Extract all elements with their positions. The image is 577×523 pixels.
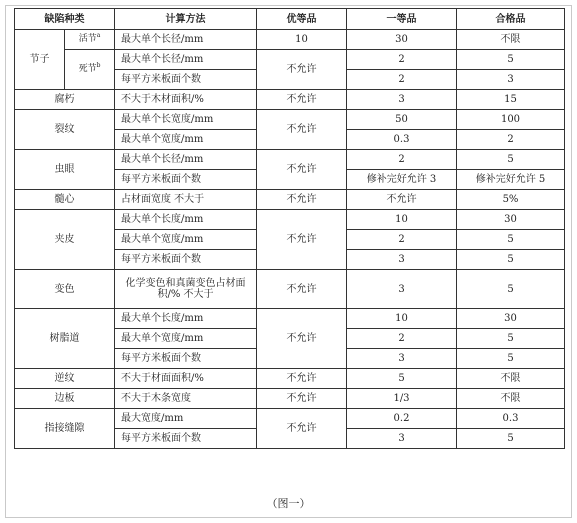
category-discolor: 变色 [15, 270, 115, 309]
first-cell: 1/3 [347, 389, 457, 409]
table-row [15, 389, 565, 409]
subcategory-live-knot: 活节$^a$ [65, 30, 115, 50]
qualified-cell: 5 [457, 50, 565, 70]
qualified-cell: 3 [457, 70, 565, 90]
qualified-cell: 100 [457, 110, 565, 130]
qualified-cell: 不限 [457, 369, 565, 389]
header-method: 计算方法 [115, 9, 257, 30]
first-cell: 2 [347, 329, 457, 349]
header-row [15, 9, 565, 30]
header-excellent: 优等品 [257, 9, 347, 30]
method-cell: 不大于木材面积/% [115, 90, 257, 110]
method-cell: 不大于材面面积/% [115, 369, 257, 389]
table-row [15, 369, 565, 389]
method-cell: 每平方米板面个数 [115, 170, 257, 190]
excellent-cell: 不允许 [257, 50, 347, 90]
excellent-cell: 不允许 [257, 369, 347, 389]
table-row [15, 190, 565, 210]
qualified-cell: 2 [457, 130, 565, 150]
method-cell: 最大单个长径/mm [115, 30, 257, 50]
qualified-cell: 5 [457, 230, 565, 250]
method-cell: 化学变色和真菌变色占材面积/% 不大于 [115, 270, 257, 309]
category-crack: 裂纹 [15, 110, 115, 150]
qualified-cell: 5 [457, 349, 565, 369]
qualified-cell: 5 [457, 150, 565, 170]
excellent-cell: 不允许 [257, 210, 347, 270]
first-cell: 3 [347, 429, 457, 449]
qualified-cell: 30 [457, 210, 565, 230]
qualified-cell: 15 [457, 90, 565, 110]
first-cell: 3 [347, 250, 457, 270]
category-edge-board: 边板 [15, 389, 115, 409]
method-cell: 最大单个长径/mm [115, 150, 257, 170]
method-cell: 最大单个宽度/mm [115, 130, 257, 150]
table-row [15, 210, 565, 230]
method-cell: 每平方米板面个数 [115, 70, 257, 90]
first-cell: 5 [347, 369, 457, 389]
method-cell: 最大宽度/mm [115, 409, 257, 429]
table-row [15, 50, 565, 70]
table-row [15, 90, 565, 110]
excellent-cell: 不允许 [257, 110, 347, 150]
method-cell: 不大于木条宽度 [115, 389, 257, 409]
method-cell: 最大单个宽度/mm [115, 329, 257, 349]
category-wormhole: 虫眼 [15, 150, 115, 190]
category-reverse-grain: 逆纹 [15, 369, 115, 389]
figure-caption: （图一） [266, 497, 311, 510]
table-row [15, 309, 565, 329]
excellent-cell: 不允许 [257, 389, 347, 409]
first-cell: 0.3 [347, 130, 457, 150]
excellent-cell: 10 [257, 30, 347, 50]
first-cell: 0.2 [347, 409, 457, 429]
qualified-cell: 5 [457, 250, 565, 270]
table-row [15, 409, 565, 429]
excellent-cell: 不允许 [257, 190, 347, 210]
table-row [15, 30, 565, 50]
first-cell: 2 [347, 70, 457, 90]
category-pith: 髓心 [15, 190, 115, 210]
method-cell: 每平方米板面个数 [115, 429, 257, 449]
category-resin: 树脂道 [15, 309, 115, 369]
method-cell: 最大单个长度/mm [115, 210, 257, 230]
method-cell: 最大单个宽度/mm [115, 230, 257, 250]
header-first: 一等品 [347, 9, 457, 30]
qualified-cell: 5 [457, 329, 565, 349]
first-cell: 2 [347, 230, 457, 250]
qualified-cell: 5 [457, 270, 565, 309]
defect-standards-table [14, 8, 565, 449]
category-rot: 腐朽 [15, 90, 115, 110]
qualified-cell: 不限 [457, 389, 565, 409]
first-cell: 2 [347, 150, 457, 170]
category-knot: 节子 [15, 30, 65, 90]
first-cell: 50 [347, 110, 457, 130]
qualified-cell: 30 [457, 309, 565, 329]
qualified-cell: 不限 [457, 30, 565, 50]
first-cell: 2 [347, 50, 457, 70]
qualified-cell: 修补完好允许 5 [457, 170, 565, 190]
qualified-cell: 5 [457, 429, 565, 449]
table-row [15, 150, 565, 170]
method-cell: 最大单个长径/mm [115, 50, 257, 70]
table-row [15, 110, 565, 130]
first-cell: 3 [347, 270, 457, 309]
first-cell: 30 [347, 30, 457, 50]
excellent-cell: 不允许 [257, 409, 347, 449]
first-cell: 修补完好允许 3 [347, 170, 457, 190]
table-row [15, 270, 565, 309]
qualified-cell: 0.3 [457, 409, 565, 429]
first-cell: 3 [347, 90, 457, 110]
first-cell: 10 [347, 210, 457, 230]
excellent-cell: 不允许 [257, 309, 347, 369]
first-cell: 10 [347, 309, 457, 329]
header-qualified: 合格品 [457, 9, 565, 30]
first-cell: 不允许 [347, 190, 457, 210]
category-bark: 夹皮 [15, 210, 115, 270]
category-joint-gap: 指接缝隙 [15, 409, 115, 449]
header-defect-type: 缺陷种类 [15, 9, 115, 30]
method-cell: 每平方米板面个数 [115, 349, 257, 369]
method-cell: 占材面宽度 不大于 [115, 190, 257, 210]
qualified-cell: 5% [457, 190, 565, 210]
excellent-cell: 不允许 [257, 150, 347, 190]
excellent-cell: 不允许 [257, 270, 347, 309]
subcategory-dead-knot: 死节$^b$ [65, 50, 115, 90]
excellent-cell: 不允许 [257, 90, 347, 110]
method-cell: 每平方米板面个数 [115, 250, 257, 270]
method-cell: 最大单个长宽度/mm [115, 110, 257, 130]
first-cell: 3 [347, 349, 457, 369]
method-cell: 最大单个长度/mm [115, 309, 257, 329]
